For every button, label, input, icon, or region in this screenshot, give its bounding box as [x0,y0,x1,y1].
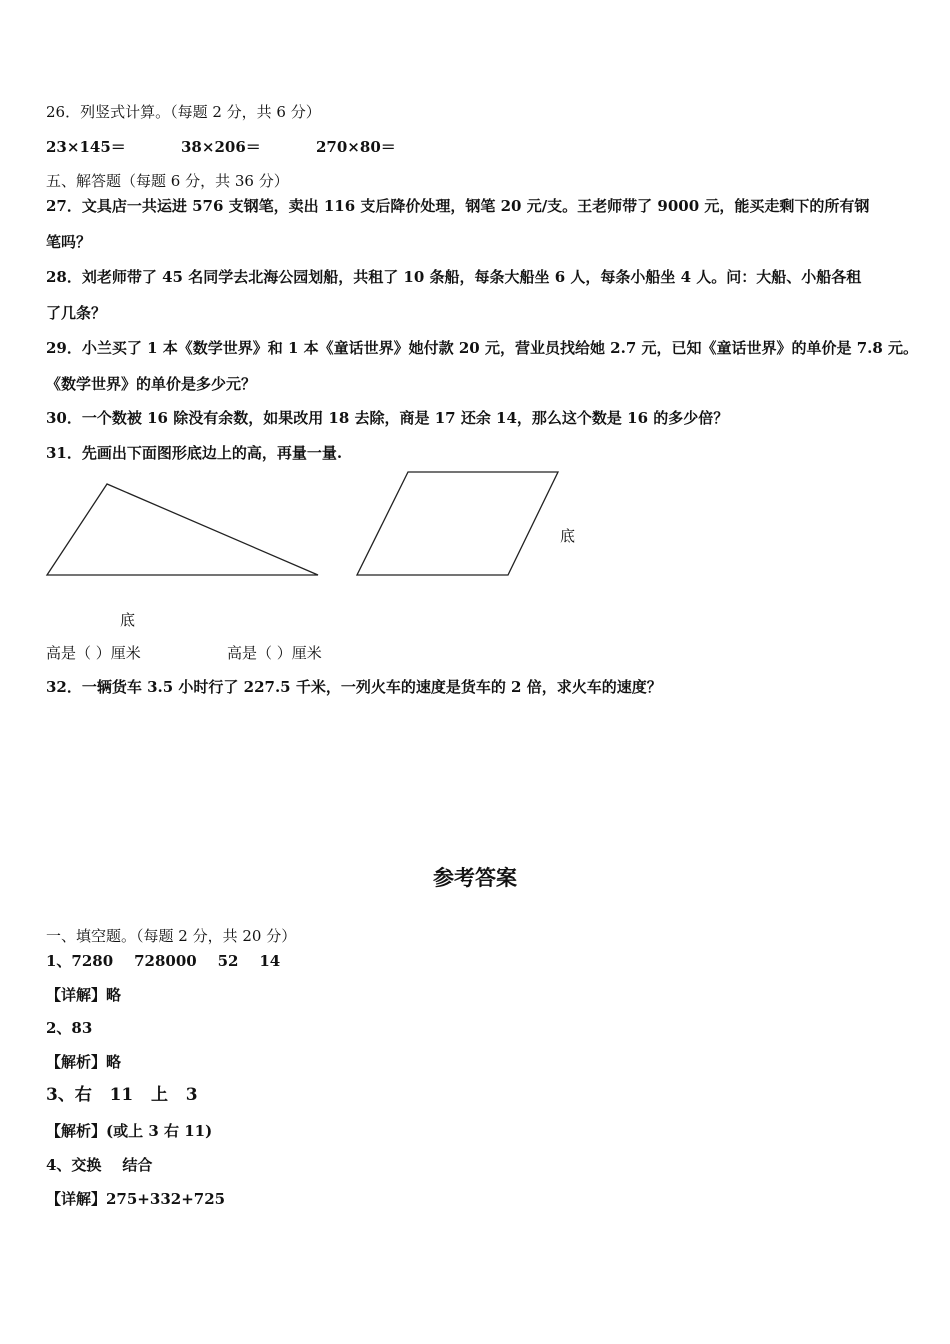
q26-title: 26．列竖式计算。（每题 2 分，共 6 分） [46,103,321,121]
parallelogram-base-label: 底 [560,527,576,545]
answers-section1: 一、填空题。（每题 2 分，共 20 分） [46,927,297,945]
section5-heading: 五、解答题（每题 6 分，共 36 分） [46,172,289,190]
calc-3: 270×80＝ [316,138,396,156]
answer-1: 1、7280 728000 52 14 [46,952,281,970]
answer-3: 3、右 11 上 3 [46,1085,198,1105]
answer-4-note: 【详解】275+332+725 [46,1190,226,1208]
answer-1-note: 【详解】略 [46,986,122,1004]
triangle-base-label: 底 [120,611,136,629]
answer-3-note: 【解析】(或上 3 右 11) [46,1122,213,1140]
calc-2: 38×206＝ [181,138,261,156]
height-answer-1: 高是（ ）厘米 [46,644,141,662]
q28-line1: 28．刘老师带了 45 名同学去北海公园划船，共租了 10 条船，每条大船坐 6 人，每条小船坐 4 人。问：大船、小船各租 [46,268,862,286]
triangle-figure [47,484,318,575]
answer-2-note: 【解析】略 [46,1053,122,1071]
q31-figures [0,0,950,640]
q29-line1: 29．小兰买了 1 本《数学世界》和 1 本《童话世界》她付款 20 元，营业员找给她 2.7 元，已知《童话世界》的单价是 7.8 元。 [46,339,919,357]
answer-2: 2、83 [46,1019,93,1037]
answers-title: 参考答案 [433,866,517,890]
height-answer-2: 高是（ ）厘米 [227,644,322,662]
q29-line2: 《数学世界》的单价是多少元？ [46,375,257,393]
q31-title: 31．先画出下面图形底边上的高，再量一量. [46,444,343,462]
q27-line2: 笔吗？ [46,233,92,251]
q28-line2: 了几条？ [46,304,107,322]
calc-1: 23×145＝ [46,138,126,156]
q27-line1: 27．文具店一共运进 576 支钢笔，卖出 116 支后降价处理，钢笔 20 元/支。王老师带了 9000 元，能买走剩下的所有钢 [46,197,870,215]
q32-text: 32．一辆货车 3.5 小时行了 227.5 千米，一列火车的速度是货车的 2 倍，求火车的速度？ [46,678,662,696]
q30-text: 30．一个数被 16 除没有余数，如果改用 18 去除，商是 17 还余 14，那么这个数是 16 的多少倍？ [46,409,729,427]
parallelogram-figure [357,472,558,575]
answer-4: 4、交换 结合 [46,1156,153,1174]
